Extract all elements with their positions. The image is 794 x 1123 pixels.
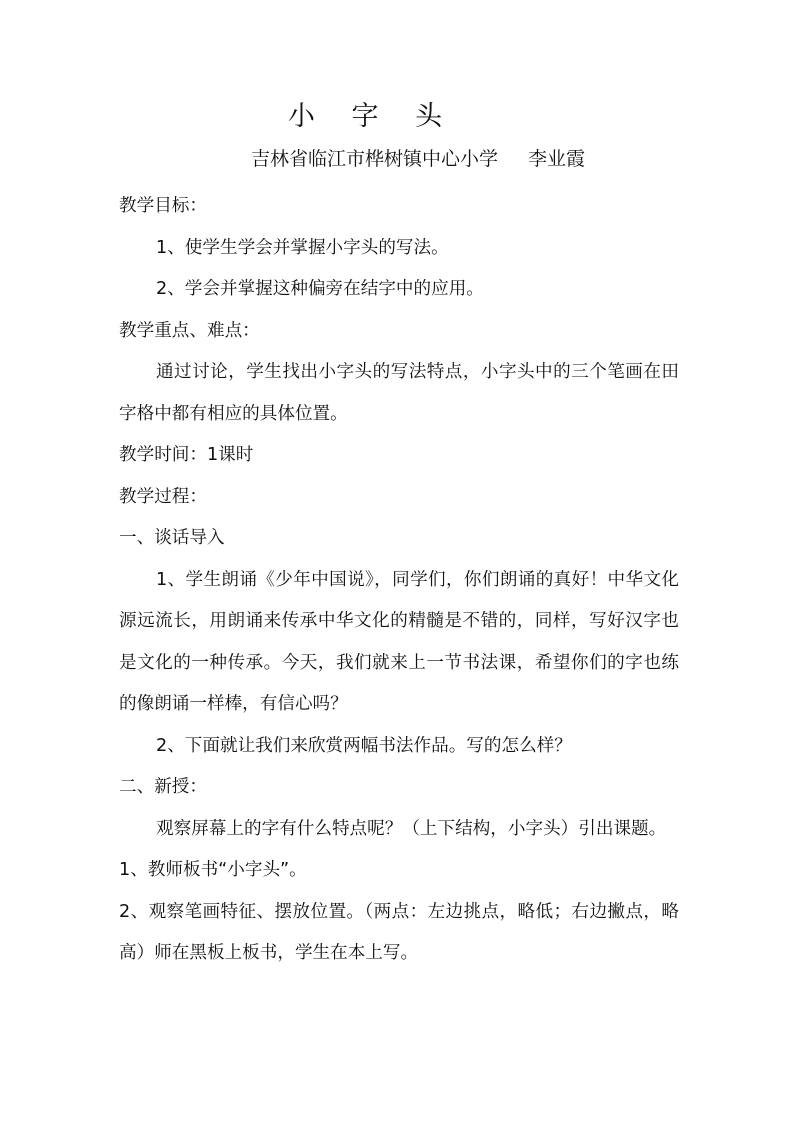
paragraph: 通过讨论，学生找出小字头的写法特点，小字头中的三个笔画在田字格中都有相应的具体位置。 [119,362,679,424]
paragraph: 1、使学生学会并掌握小字头的写法。 [156,237,449,258]
paragraph: 教学时间：1课时 [119,445,254,465]
school-name: 吉林省临江市桦树镇中心小学 [251,148,499,170]
page-title: 小 字 头 [287,101,457,132]
author-name: 李业霞 [528,148,586,170]
paragraph: 2、下面就让我们来欣赏两幅书法作品。写的怎么样？ [156,735,572,756]
paragraph: 2、观察笔画特征、摆放位置。（两点：左边挑点，略低；右边撇点，略高）师在黑板上板书，学生在本上写。 [119,901,679,963]
author-line [251,144,585,174]
paragraph: 教学目标： [119,196,207,216]
document-body [119,186,679,975]
paragraph: 观察屏幕上的字有什么特点呢？（上下结构，小字头）引出课题。 [156,818,667,839]
paragraph: 2、学会并掌握这种偏旁在结字中的应用。 [156,279,484,299]
paragraph: 1、教师板书“小字头”。 [119,860,307,880]
paragraph: 教学重点、难点： [119,320,260,341]
paragraph: 二、新授： [119,777,207,797]
paragraph: 一、谈话导入 [119,528,225,548]
paragraph: 教学过程： [119,486,207,507]
paragraph: 1、学生朗诵《少年中国说》，同学们，你们朗诵的真好！中华文化源远流长，用朗诵来传承中华文化的精髓是不错的，同样，写好汉字也是文化的一种传承。今天，我们就来上一节书法课，希望你们的字也练的像朗诵一样棒，有信心吗？ [119,569,679,714]
